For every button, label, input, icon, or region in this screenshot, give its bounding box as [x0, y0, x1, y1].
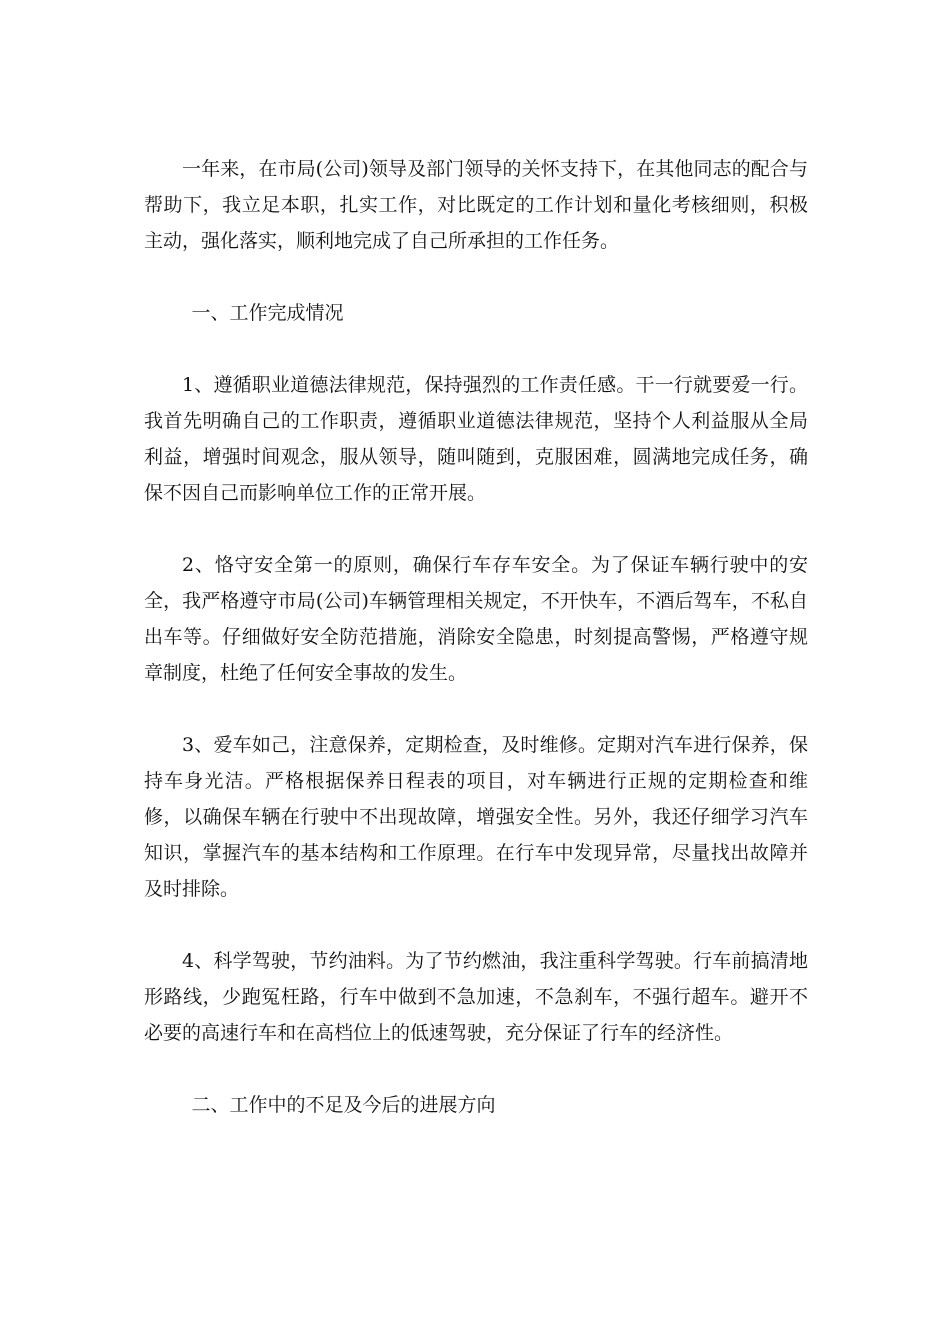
intro-paragraph: 一年来，在市局(公司)领导及部门领导的关怀支持下，在其他同志的配合与帮助下，我立足本职，扎实工作，对比既定的工作计划和量化考核细则，积极主动，强化落实，顺利地完成了自己所承担的工作任务。 [144, 158, 808, 252]
section-heading-work-completion: 一、工作完成情况 [191, 302, 344, 324]
item-paragraph-2: 2、恪守安全第一的原则，确保行车存车安全。为了保证车辆行驶中的安全，我严格遵守市局(公司)车辆管理相关规定，不开快车，不酒后驾车，不私自出车等。仔细做好安全防范措施，消除安全隐患，时刻提高警惕，严格遵守规章制度，杜绝了任何安全事故的发生。 [144, 554, 808, 684]
document-body [144, 151, 808, 1159]
item-paragraph-4: 4、科学驾驶，节约油料。为了节约燃油，我注重科学驾驶。行车前搞清地形路线，少跑冤枉路，行车中做到不急加速，不急刹车，不强行超车。避开不必要的高速行车和在高档位上的低速驾驶，充分保证了行车的经济性。 [144, 950, 808, 1044]
item-paragraph-3: 3、爱车如己，注意保养，定期检查，及时维修。定期对汽车进行保养，保持车身光洁。严格根据保养日程表的项目，对车辆进行正规的定期检查和维修，以确保车辆在行驶中不出现故障，增强安全性。另外，我还仔细学习汽车知识，掌握汽车的基本结构和工作原理。在行车中发现异常，尽量找出故障并及时排除。 [144, 734, 808, 900]
section-heading-shortcomings: 二、工作中的不足及今后的进展方向 [191, 1094, 496, 1116]
item-paragraph-1: 1、遵循职业道德法律规范，保持强烈的工作责任感。干一行就要爱一行。我首先明确自己的工作职责，遵循职业道德法律规范，坚持个人利益服从全局利益，增强时间观念，服从领导，随叫随到，克服困难，圆满地完成任务，确保不因自己而影响单位工作的正常开展。 [144, 374, 808, 504]
